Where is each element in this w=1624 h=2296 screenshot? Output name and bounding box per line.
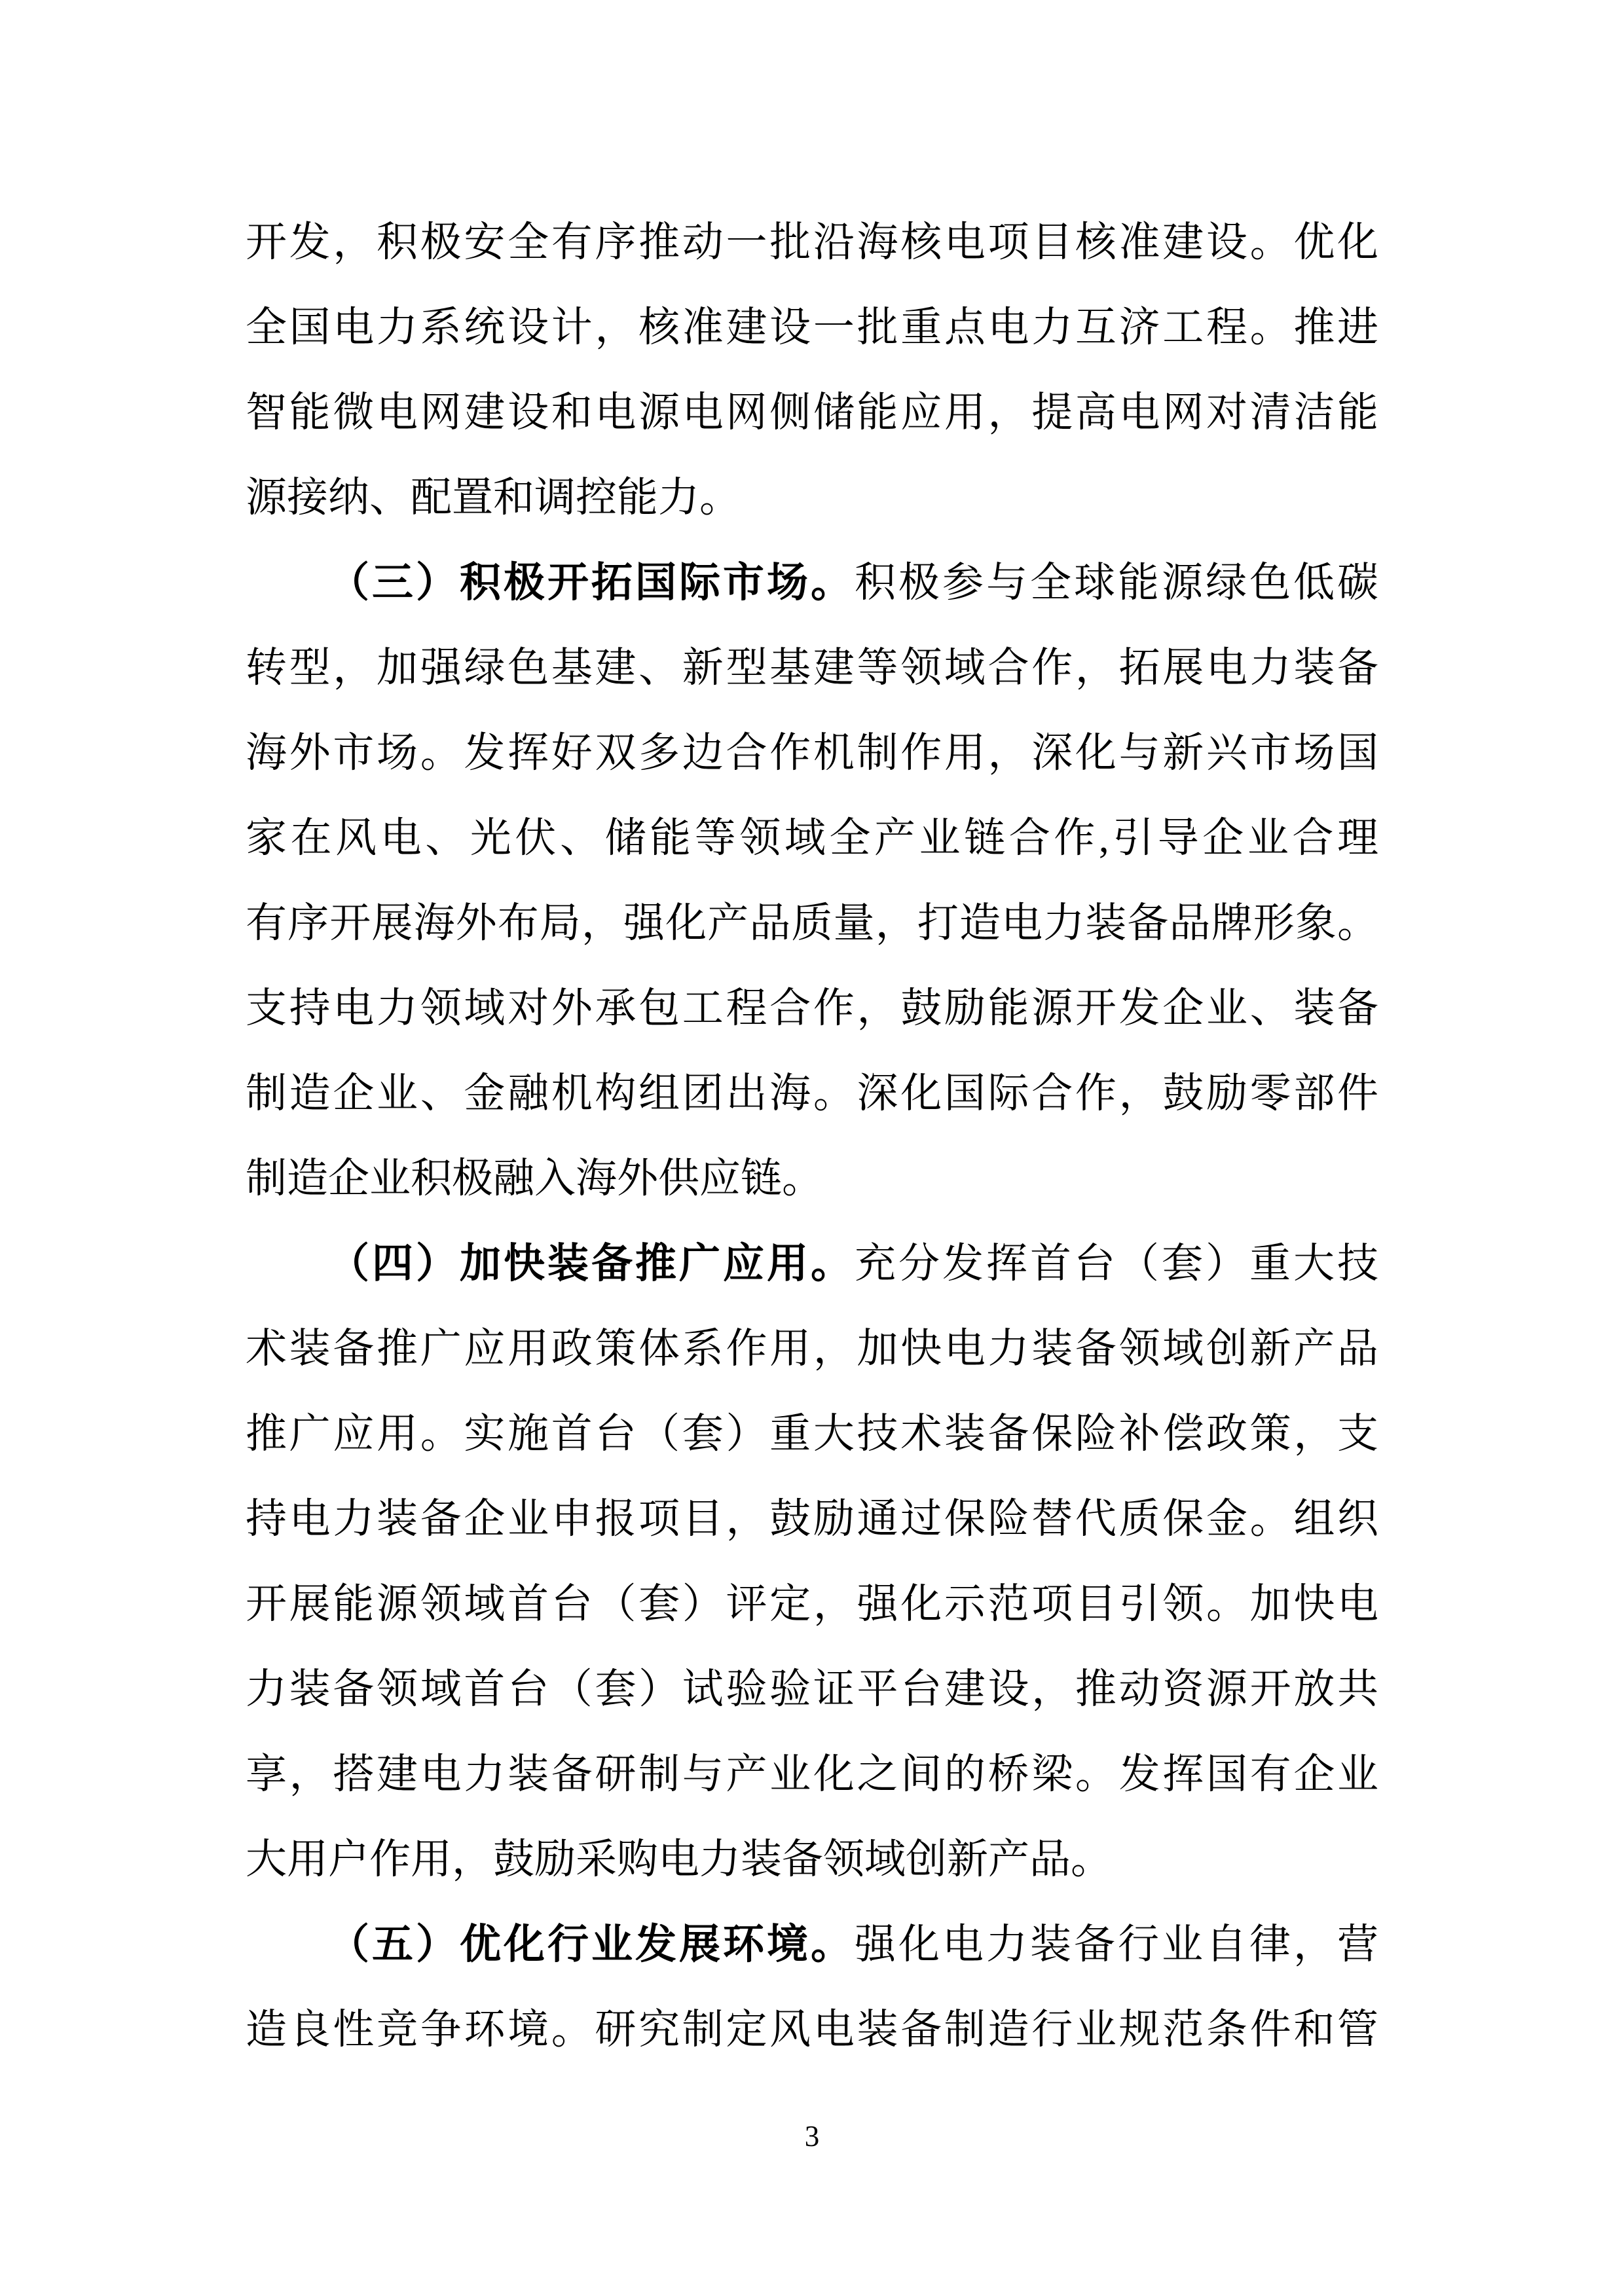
text-run: 转型，加强绿色基建、新型基建等领域合作，拓展电力装备: [246, 645, 1378, 691]
text-line: [246, 966, 1378, 1051]
text-line: [246, 1051, 1378, 1136]
text-line: [246, 710, 1378, 795]
text-run: 术装备推广应用政策体系作用，加快电力装备领域创新产品: [246, 1326, 1378, 1372]
text-run: 强化电力装备行业自律，营: [855, 1922, 1378, 1967]
text-run: 造良性竞争环境。研究制定风电装备制造行业规范条件和管: [246, 2007, 1378, 2052]
text-run: 全国电力系统设计，核准建设一批重点电力互济工程。推进: [246, 304, 1378, 350]
text-line: [246, 455, 1378, 540]
text-run: 制造企业积极融入海外供应链。: [246, 1156, 823, 1201]
page-number: 3: [804, 2120, 820, 2153]
text-run: 海外市场。发挥好双多边合作机制作用，深化与新兴市场国: [246, 730, 1378, 776]
section-heading: （四）加快装备推广应用。: [328, 1241, 855, 1286]
text-run: 家在风电、光伏、储能等领域全产业链合作,引导企业合理: [246, 815, 1378, 861]
text-run: 开发，积极安全有序推动一批沿海核电项目核准建设。优化: [246, 219, 1378, 265]
text-run: 支持电力领域对外承包工程合作，鼓励能源开发企业、装备: [246, 985, 1378, 1031]
text-run: 源接纳、配置和调控能力。: [246, 475, 741, 520]
section-heading: （五）优化行业发展环境。: [328, 1922, 855, 1967]
text-line: [246, 285, 1378, 370]
text-line: [246, 1902, 1378, 1987]
text-line: [246, 881, 1378, 966]
text-run: 积极参与全球能源绿色低碳: [855, 560, 1378, 606]
text-run: 有序开展海外布局，强化产品质量，打造电力装备品牌形象。: [246, 900, 1378, 946]
text-line: [246, 370, 1378, 455]
text-run: 开展能源领域首台（套）评定，强化示范项目引领。加快电: [246, 1581, 1378, 1627]
text-line: [246, 795, 1378, 881]
text-run: 大用户作用，鼓励采购电力装备领域创新产品。: [246, 1836, 1112, 1882]
text-line: [246, 625, 1378, 710]
text-run: 享，搭建电力装备研制与产业化之间的桥梁。发挥国有企业: [246, 1751, 1378, 1797]
text-line: [246, 1136, 1378, 1221]
section-heading: （三）积极开拓国际市场。: [328, 560, 855, 606]
text-line: [246, 1561, 1378, 1647]
text-line: [246, 1817, 1378, 1902]
text-line: [246, 1732, 1378, 1817]
text-run: 制造企业、金融机构组团出海。深化国际合作，鼓励零部件: [246, 1070, 1378, 1116]
text-run: 充分发挥首台（套）重大技: [855, 1241, 1378, 1286]
text-line: [246, 1221, 1378, 1306]
text-run: 力装备领域首台（套）试验验证平台建设，推动资源开放共: [246, 1666, 1378, 1712]
text-line: [246, 1476, 1378, 1561]
text-line: [246, 1306, 1378, 1391]
document-body: [246, 200, 1378, 2072]
text-line: [246, 200, 1378, 285]
text-line: [246, 1647, 1378, 1732]
text-line: [246, 1987, 1378, 2072]
text-run: 推广应用。实施首台（套）重大技术装备保险补偿政策，支: [246, 1411, 1378, 1457]
text-line: [246, 1391, 1378, 1476]
text-run: 智能微电网建设和电源电网侧储能应用，提高电网对清洁能: [246, 390, 1378, 435]
text-line: [246, 540, 1378, 625]
text-run: 持电力装备企业申报项目，鼓励通过保险替代质保金。组织: [246, 1496, 1378, 1542]
